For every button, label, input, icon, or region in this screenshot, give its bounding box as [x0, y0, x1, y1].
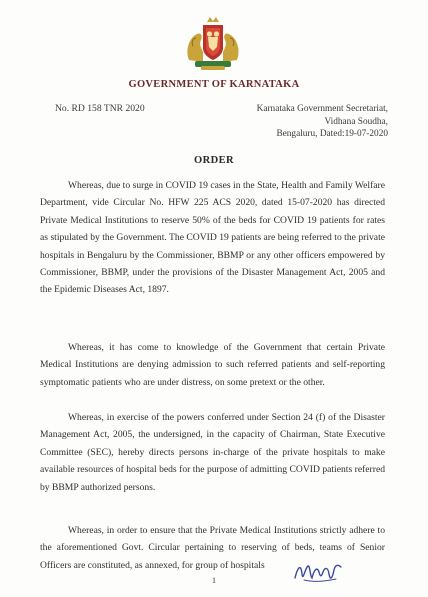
karnataka-state-emblem-icon — [181, 16, 245, 72]
handwritten-signature-icon — [292, 558, 344, 586]
address-line: Vidhana Soudha, — [324, 116, 388, 127]
address-line: Karnataka Government Secretariat, — [256, 104, 388, 114]
order-heading: ORDER — [194, 155, 234, 166]
order-number: No. RD 158 TNR 2020 — [55, 103, 145, 114]
government-title: GOVERNMENT OF KARNATAKA — [128, 79, 300, 90]
body-paragraph: Whereas, in exercise of the powers conferred under Section 24 (f) of the Disaster Management Act, 2005, the undersigned, in the capacity of Chairman, State Executive Committee (SEC), hereby directs persons in-charge of the private hospitals to make available resources of hospital beds for the purpose of admitting COVID patients referred by BBMP authorized persons. — [40, 412, 385, 493]
body-paragraph: Whereas, in order to ensure that the Private Medical Institutions strictly adhere to the aforementioned Govt. Circular pertaining to reserving of beds, teams of Senior Officers are constituted, as annexed, for group of hospitals — [40, 525, 385, 571]
address-line-dated: Bengaluru, Dated:19-07-2020 — [276, 129, 388, 139]
body-paragraph: Whereas, it has come to knowledge of the Government that certain Private Medical Institutions are denying admission to such referred patients and self-reporting symptomatic patients who are under distress, on some pretext or the other. — [40, 342, 385, 388]
page-number: 1 — [211, 575, 217, 585]
body-paragraph: Whereas, due to surge in COVID 19 cases in the State, Health and Family Welfare Department, vide Circular No. HFW 225 ACS 2020, dated 15-07-2020 has directed Private Medical Institutions to reserve 50% of the beds for COVID 19 patients for rates as stipulated by the Government. The COVID 19 patients are being referred to the private hospitals in Bengaluru by the Commissioner, BBMP or any other officers empowered by Commissioner, BBMP, under the provisions of the Disaster Management Act, 2005 and the Epidemic Diseases Act, 1897. — [40, 180, 385, 296]
office-address — [208, 103, 388, 141]
